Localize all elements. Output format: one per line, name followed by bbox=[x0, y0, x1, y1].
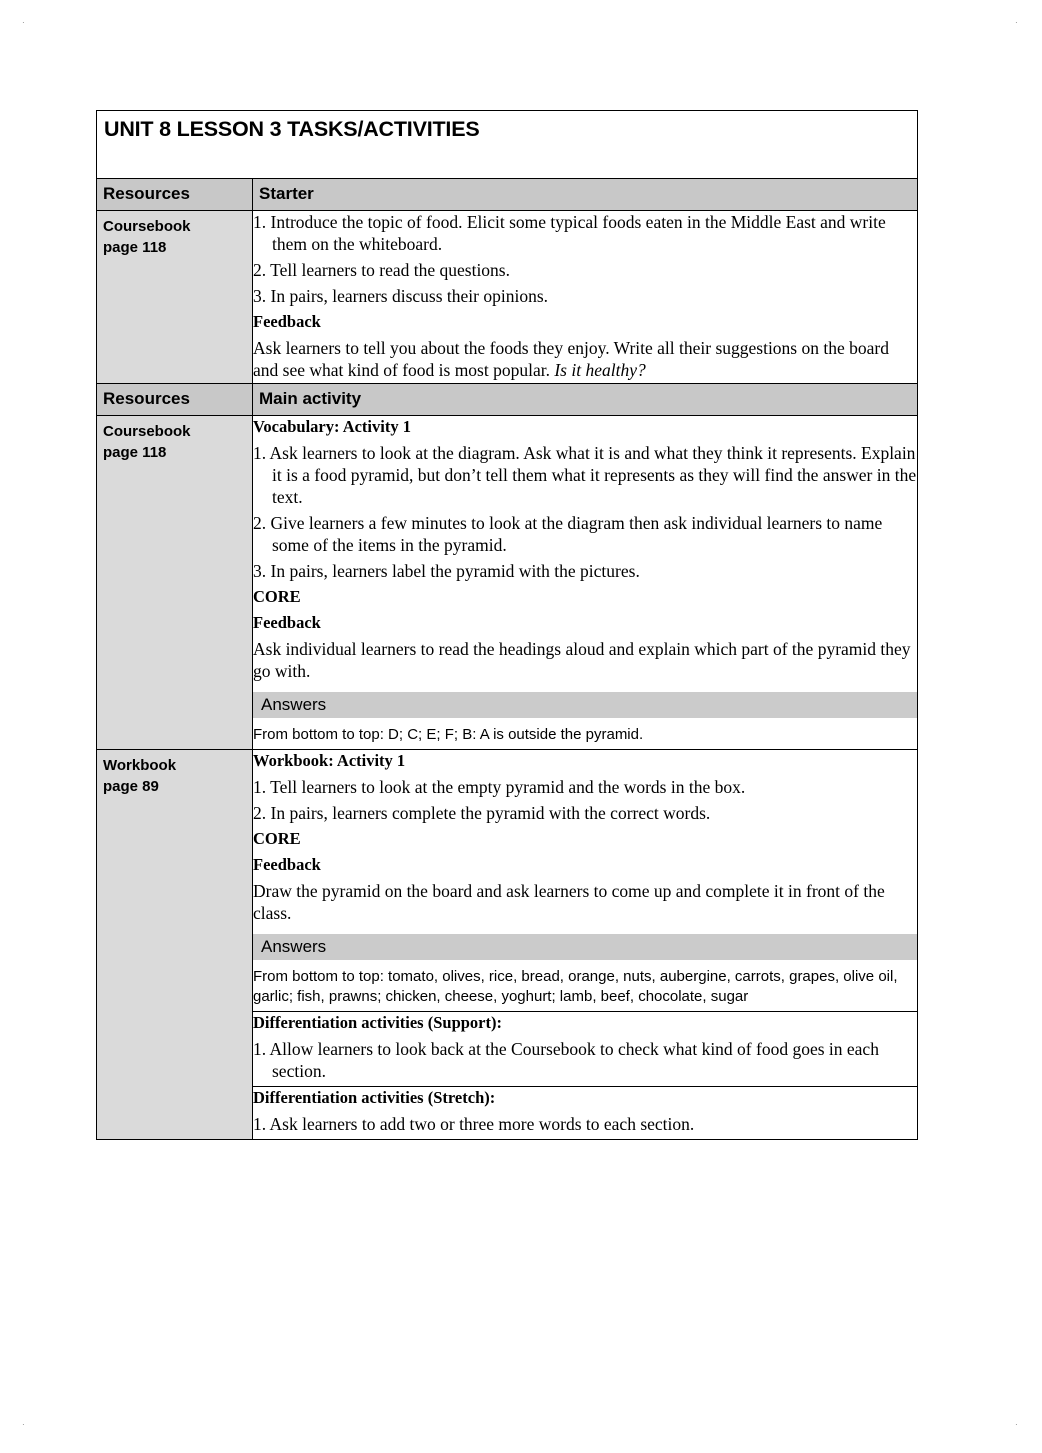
vocab-resource-cell bbox=[97, 416, 253, 750]
page-title: UNIT 8 LESSON 3 TASKS/ACTIVITIES bbox=[104, 117, 480, 141]
resource-line: page 89 bbox=[103, 778, 159, 795]
resource-line: page 118 bbox=[103, 239, 167, 256]
workbook-resource-cell bbox=[97, 750, 253, 1140]
vocab-content bbox=[253, 416, 918, 750]
starter-resource-cell bbox=[97, 211, 253, 384]
feedback-text: Ask individual learners to read the headings aloud and explain which part of the pyramid they go with. bbox=[253, 639, 911, 681]
list-item: 2. Give learners a few minutes to look at the diagram then ask individual learners to name some of the items in the pyramid. bbox=[253, 513, 883, 555]
list-item: 1. Introduce the topic of food. Elicit some typical foods eaten in the Middle East and write them on the whiteboard. bbox=[253, 212, 886, 254]
crop-mark: · bbox=[1015, 1420, 1018, 1429]
feedback-text: Ask learners to tell you about the foods they enjoy. Write all their suggestions on the board and see what kind of food is most popular. Is it healthy? bbox=[253, 338, 889, 380]
workbook-resource bbox=[97, 750, 252, 797]
resource-line: Workbook bbox=[103, 757, 177, 774]
starter-resource bbox=[97, 211, 252, 258]
crop-mark: · bbox=[22, 1420, 25, 1429]
feedback-label: Feedback bbox=[253, 613, 321, 632]
list-item: 1. Tell learners to look at the empty pyramid and the words in the box. bbox=[253, 777, 746, 797]
answers-text: From bottom to top: D; C; E; F; B: A is outside the pyramid. bbox=[253, 726, 644, 743]
resource-line: Coursebook bbox=[103, 423, 191, 440]
list-item: 3. In pairs, learners label the pyramid with the pictures. bbox=[253, 561, 640, 581]
feedback-text: Draw the pyramid on the board and ask learners to come up and complete it in front of the class. bbox=[253, 881, 885, 923]
list-item: 2. Tell learners to read the questions. bbox=[253, 260, 510, 280]
list-item: 3. In pairs, learners discuss their opinions. bbox=[253, 286, 549, 306]
resources-header: Resources bbox=[103, 389, 190, 408]
resource-line: page 118 bbox=[103, 444, 167, 461]
resource-line: Coursebook bbox=[103, 218, 191, 235]
vocab-resource bbox=[97, 416, 252, 463]
answers-bar: Answers bbox=[253, 692, 917, 718]
answers-bar: Answers bbox=[253, 934, 917, 960]
crop-mark: · bbox=[1015, 18, 1018, 27]
crop-mark: · bbox=[22, 18, 25, 27]
main-header-cell bbox=[253, 384, 918, 416]
title-cell bbox=[97, 111, 918, 179]
resources-header-cell bbox=[97, 384, 253, 416]
resources-header-cell bbox=[97, 179, 253, 211]
list-item: 2. In pairs, learners complete the pyramid with the correct words. bbox=[253, 803, 711, 823]
starter-header: Starter bbox=[259, 184, 314, 203]
answers-text: From bottom to top: tomato, olives, rice, bread, orange, nuts, aubergine, carrots, grapes, olive oil, garlic; fish, prawns; chicken, cheese, yoghurt; lamb, beef, chocolate, sugar bbox=[253, 968, 898, 1005]
core-label: CORE bbox=[253, 829, 301, 848]
feedback-label: Feedback bbox=[253, 312, 321, 331]
list-item: 1. Ask learners to look at the diagram. Ask what it is and what they think it represents. Explain it is a food pyramid, but don’t tell them what it represents as they will find the answer in the text. bbox=[253, 443, 917, 507]
main-activity-header: Main activity bbox=[259, 389, 362, 408]
stretch-title: Differentiation activities (Stretch): bbox=[253, 1088, 496, 1107]
workbook-title: Workbook: Activity 1 bbox=[253, 751, 406, 770]
starter-header-cell bbox=[253, 179, 918, 211]
vocab-title: Vocabulary: Activity 1 bbox=[253, 417, 411, 436]
workbook-content bbox=[253, 750, 918, 1012]
support-content bbox=[253, 1012, 918, 1087]
stretch-content bbox=[253, 1087, 918, 1140]
feedback-label: Feedback bbox=[253, 855, 321, 874]
starter-content bbox=[253, 211, 918, 384]
list-item: 1. Ask learners to add two or three more words to each section. bbox=[253, 1114, 695, 1134]
core-label: CORE bbox=[253, 587, 301, 606]
resources-header: Resources bbox=[103, 184, 190, 203]
support-title: Differentiation activities (Support): bbox=[253, 1013, 502, 1032]
lesson-table bbox=[96, 110, 918, 1140]
list-item: 1. Allow learners to look back at the Coursebook to check what kind of food goes in each section. bbox=[253, 1039, 879, 1081]
